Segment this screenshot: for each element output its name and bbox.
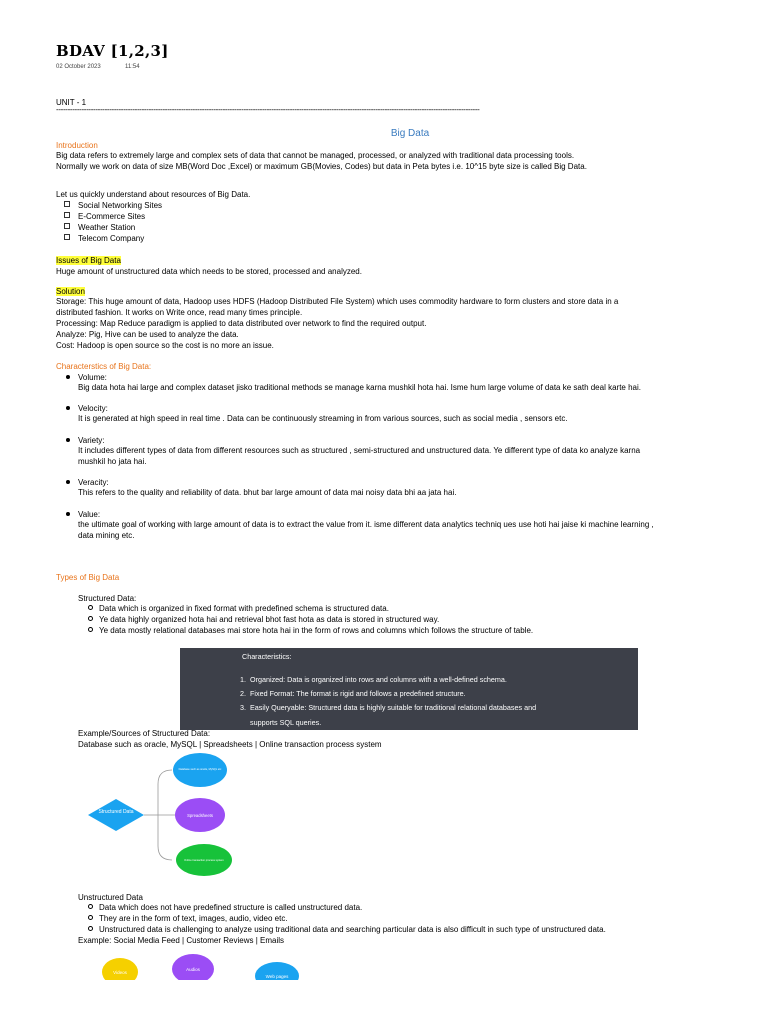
unstructured-point bbox=[88, 925, 606, 936]
solution-analyze: Analyze: Pig, Hive can be used to analyze the data. bbox=[56, 330, 239, 339]
characteristic-text: It includes different types of data from different resources such as structured , semi-structured and unstructured data. Ye different type of data ko analyze karna bbox=[78, 446, 641, 455]
circle-bullet-icon bbox=[88, 627, 93, 632]
characteristic-text: the ultimate goal of working with large amount of data is to extract the value from it. isme different data analytics techniq ues use hoti hai jaise ki machine learning , bbox=[78, 520, 654, 529]
unstructured-label: Unstructured Data bbox=[78, 893, 143, 902]
characteristic-text: It is generated at high speed in real time . Data can be continuously streaming in from various sources, such as social media , sensors etc. bbox=[78, 414, 568, 423]
box-item: 3. Easily Queryable: Structured data is highly suitable for traditional relational databases and bbox=[240, 703, 537, 712]
characteristic-text: mushkil ho jata hai. bbox=[78, 457, 147, 466]
section-title: Big Data bbox=[390, 128, 430, 139]
square-bullet-icon bbox=[64, 223, 70, 229]
unstructured-data-diagram bbox=[96, 952, 316, 980]
resource-item bbox=[64, 234, 144, 245]
doc-date: 02 October 2023 bbox=[56, 64, 101, 70]
square-bullet-icon bbox=[64, 234, 70, 240]
oltp-node-label: Online transaction process system bbox=[184, 859, 224, 862]
unstructured-point bbox=[88, 914, 288, 925]
characteristic-name: Velocity: bbox=[78, 404, 108, 413]
box-item-text: Easily Queryable: Structured data is highly suitable for traditional relational databases and bbox=[250, 703, 537, 712]
unstructured-point-text: Data which does not have predefined structure is called unstructured data. bbox=[99, 903, 363, 912]
resource-label: Social Networking Sites bbox=[78, 201, 163, 210]
resource-label: Weather Station bbox=[78, 223, 136, 232]
resources-lead: Let us quickly understand about resources of Big Data. bbox=[56, 190, 251, 199]
box-item-continuation: supports SQL queries. bbox=[250, 718, 322, 727]
structured-point-text: Ye data mostly relational databases mai store hota hai in the form of rows and columns which follows the structure of table. bbox=[99, 626, 534, 635]
characteristic-name: Volume: bbox=[78, 373, 107, 382]
structured-point bbox=[88, 615, 439, 626]
page-title: BDAV [1,2,3] bbox=[56, 42, 169, 60]
characteristics-heading: Characterstics of Big Data: bbox=[56, 362, 152, 371]
unstructured-example: Example: Social Media Feed | Customer Reviews | Emails bbox=[78, 936, 285, 945]
unstructured-point-text: They are in the form of text, images, audio, video etc. bbox=[99, 914, 288, 923]
issues-text: Huge amount of unstructured data which needs to be stored, processed and analyzed. bbox=[56, 267, 362, 276]
unstructured-point bbox=[88, 903, 362, 914]
structured-data-diagram bbox=[80, 750, 260, 880]
unstructured-point-text: Unstructured data is challenging to analyze using traditional data and searching particular data is also difficult in such type of unstructured data. bbox=[99, 925, 606, 934]
characteristic-name: Value: bbox=[78, 510, 101, 519]
bullet-icon bbox=[66, 512, 70, 516]
audios-node-label: Audios bbox=[186, 967, 200, 972]
structured-point-text: Data which is organized in fixed format with predefined schema is structured data. bbox=[99, 604, 389, 613]
unit-label: UNIT - 1 bbox=[56, 98, 87, 107]
circle-bullet-icon bbox=[88, 616, 93, 621]
box-item: 2. Fixed Format: The format is rigid and follows a predefined structure. bbox=[240, 689, 466, 698]
structured-examples-label: Example/Sources of Structured Data: bbox=[78, 729, 211, 738]
types-heading: Types of Big Data bbox=[56, 573, 120, 582]
solution-processing: Processing: Map Reduce paradigm is applied to data distributed over network to find the required output. bbox=[56, 319, 427, 328]
characteristic-name: Variety: bbox=[78, 436, 105, 445]
structured-point-text: Ye data highly organized hota hai and retrieval bhot fast hota as data is stored in structured way. bbox=[99, 615, 440, 624]
structured-examples: Database such as oracle, MySQL | Spreadsheets | Online transaction process system bbox=[78, 740, 382, 749]
bullet-icon bbox=[66, 438, 70, 442]
resource-item bbox=[64, 201, 162, 212]
resource-item bbox=[64, 223, 135, 234]
spreadsheets-node-label: Spreadsheets bbox=[187, 813, 213, 818]
resource-label: E-Commerce Sites bbox=[78, 212, 146, 221]
circle-bullet-icon bbox=[88, 915, 93, 920]
circle-bullet-icon bbox=[88, 926, 93, 931]
circle-bullet-icon bbox=[88, 904, 93, 909]
structured-point bbox=[88, 604, 389, 615]
solution-cost: Cost: Hadoop is open source so the cost is no more an issue. bbox=[56, 341, 274, 350]
structured-data-diamond bbox=[88, 799, 144, 831]
web-pages-node-label: Web pages bbox=[265, 974, 289, 979]
database-node-label: Database such as oracle, MySQL etc bbox=[178, 768, 222, 771]
separator-line: --------------------------------------------------------------------------------------------------------------------------------------------------------------------------------------- bbox=[56, 105, 480, 114]
structured-label: Structured Data: bbox=[78, 594, 137, 603]
square-bullet-icon bbox=[64, 212, 70, 218]
issues-heading bbox=[56, 256, 121, 267]
square-bullet-icon bbox=[64, 201, 70, 207]
issues-heading-text: Issues of Big Data bbox=[56, 256, 121, 265]
box-item: 1. Organized: Data is organized into rows and columns with a well-defined schema. bbox=[240, 675, 507, 684]
characteristics-box-header: Characteristics: bbox=[242, 652, 292, 661]
videos-node bbox=[102, 958, 138, 980]
diamond-label: Structured Data bbox=[98, 809, 134, 815]
characteristics-box bbox=[180, 648, 638, 730]
characteristic-text: data mining etc. bbox=[78, 531, 135, 540]
solution-storage-1: Storage: This huge amount of data, Hadoop uses HDFS (Hadoop Distributed File System) which uses commodity hardware to form clusters and store data in a bbox=[56, 297, 619, 306]
bullet-icon bbox=[66, 375, 70, 379]
circle-bullet-icon bbox=[88, 605, 93, 610]
videos-node-label: Videos bbox=[113, 970, 127, 975]
resource-label: Telecom Company bbox=[78, 234, 145, 243]
bullet-icon bbox=[66, 406, 70, 410]
box-item-text: Fixed Format: The format is rigid and follows a predefined structure. bbox=[250, 689, 466, 698]
solution-storage-2: distributed fashion. It works on Write once, read many times principle. bbox=[56, 308, 303, 317]
intro-line-2: Normally we work on data of size MB(Word Doc ,Excel) or maximum GB(Movies, Codes) but data in Peta bytes i.e. 10^15 byte size is called Big Data. bbox=[56, 162, 587, 171]
solution-heading-text: Solution bbox=[56, 287, 85, 296]
resource-item bbox=[64, 212, 145, 223]
box-item-text: Organized: Data is organized into rows and columns with a well-defined schema. bbox=[250, 675, 507, 684]
intro-line-1: Big data refers to extremely large and complex sets of data that cannot be managed, processed, or analyzed with traditional data processing tools. bbox=[56, 151, 575, 160]
characteristic-text: Big data hota hai large and complex dataset jisko traditional methods se manage karna mushkil hota hai. Isme hum large volume of data ke sath deal karte hai. bbox=[78, 383, 641, 392]
bullet-icon bbox=[66, 480, 70, 484]
intro-heading: Introduction bbox=[56, 141, 98, 150]
doc-time: 11:54 bbox=[125, 64, 140, 70]
characteristic-name: Veracity: bbox=[78, 478, 109, 487]
structured-point bbox=[88, 626, 533, 637]
characteristic-text: This refers to the quality and reliability of data. bhut bar large amount of data mai noisy data bhi aa jata hai. bbox=[78, 488, 457, 497]
